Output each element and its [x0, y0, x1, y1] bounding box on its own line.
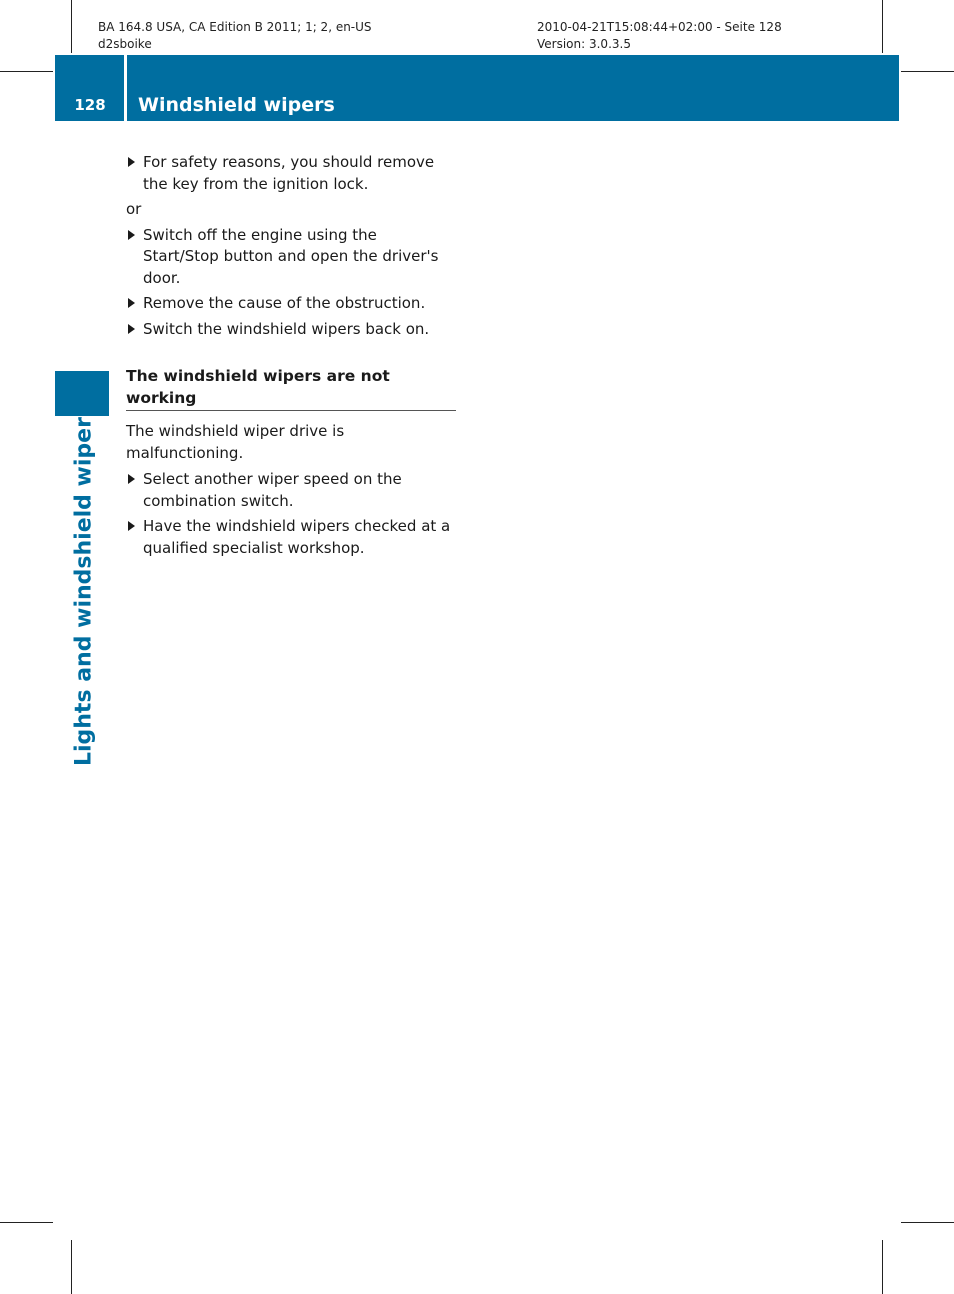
print-meta-line: d2sboike: [98, 37, 152, 51]
instruction-step: [126, 516, 456, 559]
triangle-bullet-icon: [128, 157, 135, 167]
crop-mark: [0, 1222, 53, 1223]
page-title: Windshield wipers: [138, 93, 335, 116]
triangle-bullet-icon: [128, 474, 135, 484]
step-text: Switch off the engine using the Start/Stop button and open the driver's door.: [143, 225, 439, 287]
print-meta-line: BA 164.8 USA, CA Edition B 2011; 1; 2, en-US: [98, 20, 372, 34]
triangle-bullet-icon: [128, 324, 135, 334]
side-tab-label: Lights and windshield wipers: [71, 403, 97, 767]
content-column: [126, 152, 456, 563]
crop-mark: [901, 1222, 954, 1223]
step-text: Switch the windshield wipers back on.: [143, 319, 430, 338]
step-text: Remove the cause of the obstruction.: [143, 294, 426, 312]
crop-mark: [882, 1240, 883, 1294]
instruction-step: [126, 152, 456, 195]
crop-mark: [0, 71, 53, 72]
print-meta-line: 2010-04-21T15:08:44+02:00 - Seite 128: [537, 20, 782, 34]
step-text: Have the windshield wipers checked at a qualified specialist workshop.: [143, 517, 451, 557]
step-text: For safety reasons, you should remove the key from the ignition lock.: [143, 153, 435, 193]
instruction-step: [126, 319, 456, 341]
triangle-bullet-icon: [128, 230, 135, 240]
crop-mark: [71, 1240, 72, 1294]
triangle-bullet-icon: [128, 298, 135, 308]
print-meta-right: [537, 19, 782, 53]
print-meta-line: Version: 3.0.3.5: [537, 37, 631, 51]
crop-mark: [882, 0, 883, 53]
instruction-step: [126, 225, 456, 290]
instruction-step: [126, 293, 456, 315]
crop-mark: [71, 0, 72, 53]
instruction-step: [126, 469, 456, 512]
page-number: 128: [74, 95, 106, 114]
print-meta-left: [98, 19, 372, 53]
or-separator: or: [126, 200, 142, 218]
section-heading: The windshield wipers are not working: [126, 366, 456, 411]
crop-mark: [901, 71, 954, 72]
step-text: Select another wiper speed on the combination switch.: [143, 470, 402, 510]
triangle-bullet-icon: [128, 521, 135, 531]
section-paragraph: The windshield wiper drive is malfunctioning.: [126, 422, 345, 462]
